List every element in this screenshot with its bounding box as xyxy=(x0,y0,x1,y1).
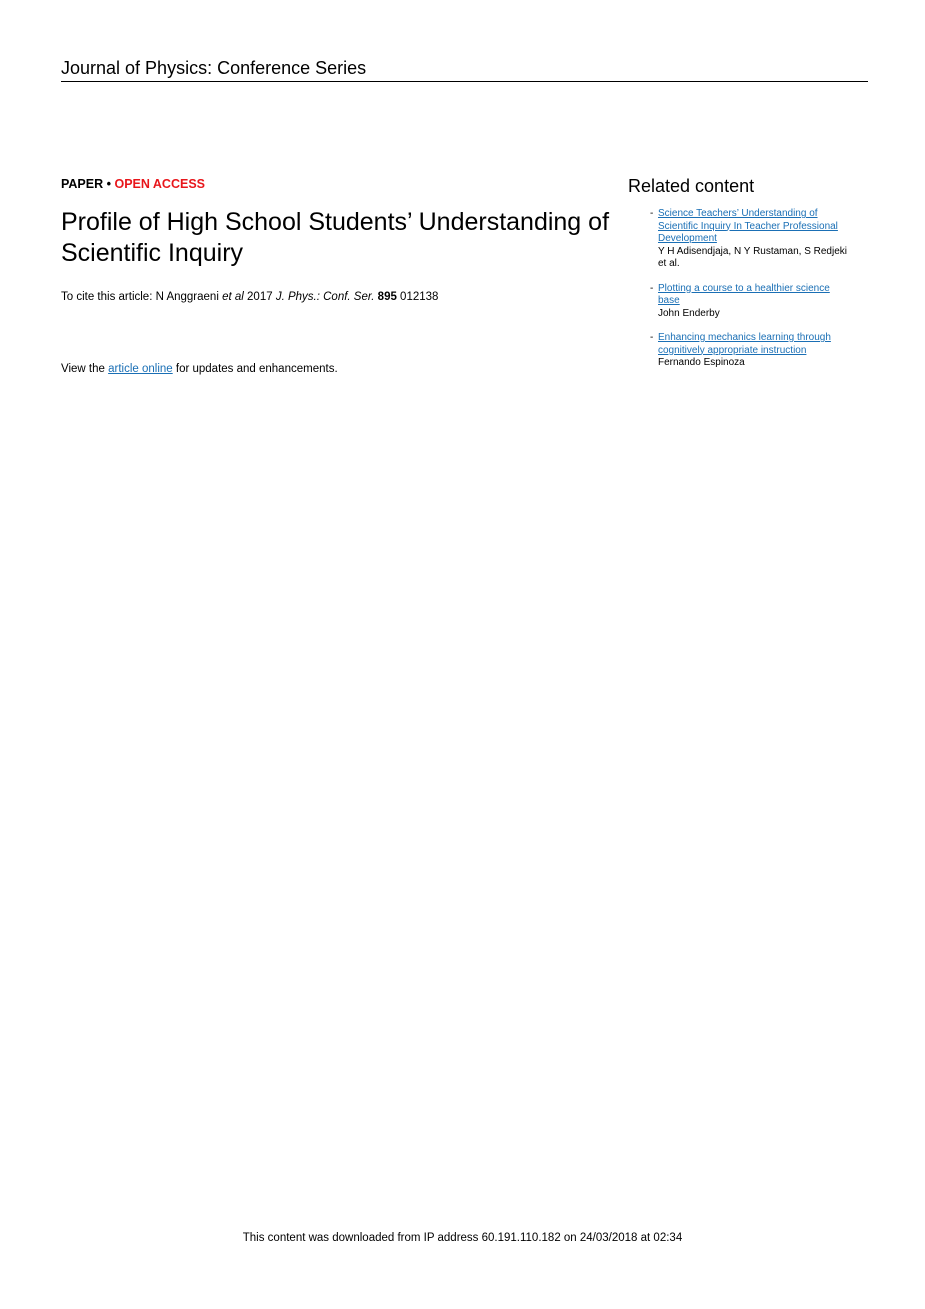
related-item-title-line: Scientific Inquiry In Teacher Professional xyxy=(658,220,838,232)
citation-volume: 895 xyxy=(377,291,397,303)
related-item-authors: et al. xyxy=(658,258,680,269)
article-title-line-1: Profile of High School Students’ Understanding of xyxy=(61,208,610,236)
related-item xyxy=(628,283,873,321)
related-item-link[interactable] xyxy=(658,208,873,246)
citation-et-al: et al xyxy=(222,291,244,303)
related-item-link[interactable] xyxy=(658,332,873,357)
related-item-title-line: Plotting a course to a healthier science xyxy=(658,282,830,294)
paper-type-label: PAPER xyxy=(61,177,104,191)
download-note: This content was downloaded from IP address 60.191.110.182 on 24/03/2018 at 02:34 xyxy=(242,1232,683,1244)
related-item-dash: - xyxy=(650,208,654,219)
view-online-prefix: View the xyxy=(61,363,109,375)
related-item-title-line: Science Teachers’ Understanding of xyxy=(658,208,818,219)
related-item-title-line: Development xyxy=(658,233,717,244)
paper-tag-separator: • xyxy=(103,177,115,191)
related-item-link[interactable] xyxy=(658,283,873,308)
related-content-heading: Related content xyxy=(628,176,755,196)
view-online-line xyxy=(61,362,338,377)
view-online-suffix: for updates and enhancements. xyxy=(172,363,338,375)
open-access-label: OPEN ACCESS xyxy=(114,177,205,191)
related-item-title-line: base xyxy=(658,295,680,306)
citation xyxy=(61,290,438,305)
related-item-title-line: Enhancing mechanics learning through xyxy=(658,332,831,343)
article-title-line-2: Scientific Inquiry xyxy=(61,239,244,267)
related-item-dash: - xyxy=(650,332,654,343)
related-item-authors: John Enderby xyxy=(658,307,720,319)
journal-title: Journal of Physics: Conference Series xyxy=(61,58,367,78)
related-item-dash: - xyxy=(650,282,654,294)
related-item xyxy=(628,332,873,370)
citation-journal: J. Phys.: Conf. Ser. xyxy=(275,291,375,303)
related-item xyxy=(628,208,873,271)
related-content xyxy=(628,175,873,382)
journal-header xyxy=(61,57,868,82)
article-online-link[interactable]: article online xyxy=(108,363,173,375)
citation-prefix: To cite this article: N Anggraeni xyxy=(61,291,223,303)
paper-tag xyxy=(61,176,205,192)
article-title xyxy=(61,207,621,269)
related-item-authors: Y H Adisendjaja, N Y Rustaman, S Redjeki xyxy=(658,245,847,257)
related-item-authors: Fernando Espinoza xyxy=(658,357,745,368)
citation-article-number: 012138 xyxy=(396,291,439,303)
related-item-title-line: cognitively appropriate instruction xyxy=(658,344,807,356)
citation-year: 2017 xyxy=(243,291,276,303)
